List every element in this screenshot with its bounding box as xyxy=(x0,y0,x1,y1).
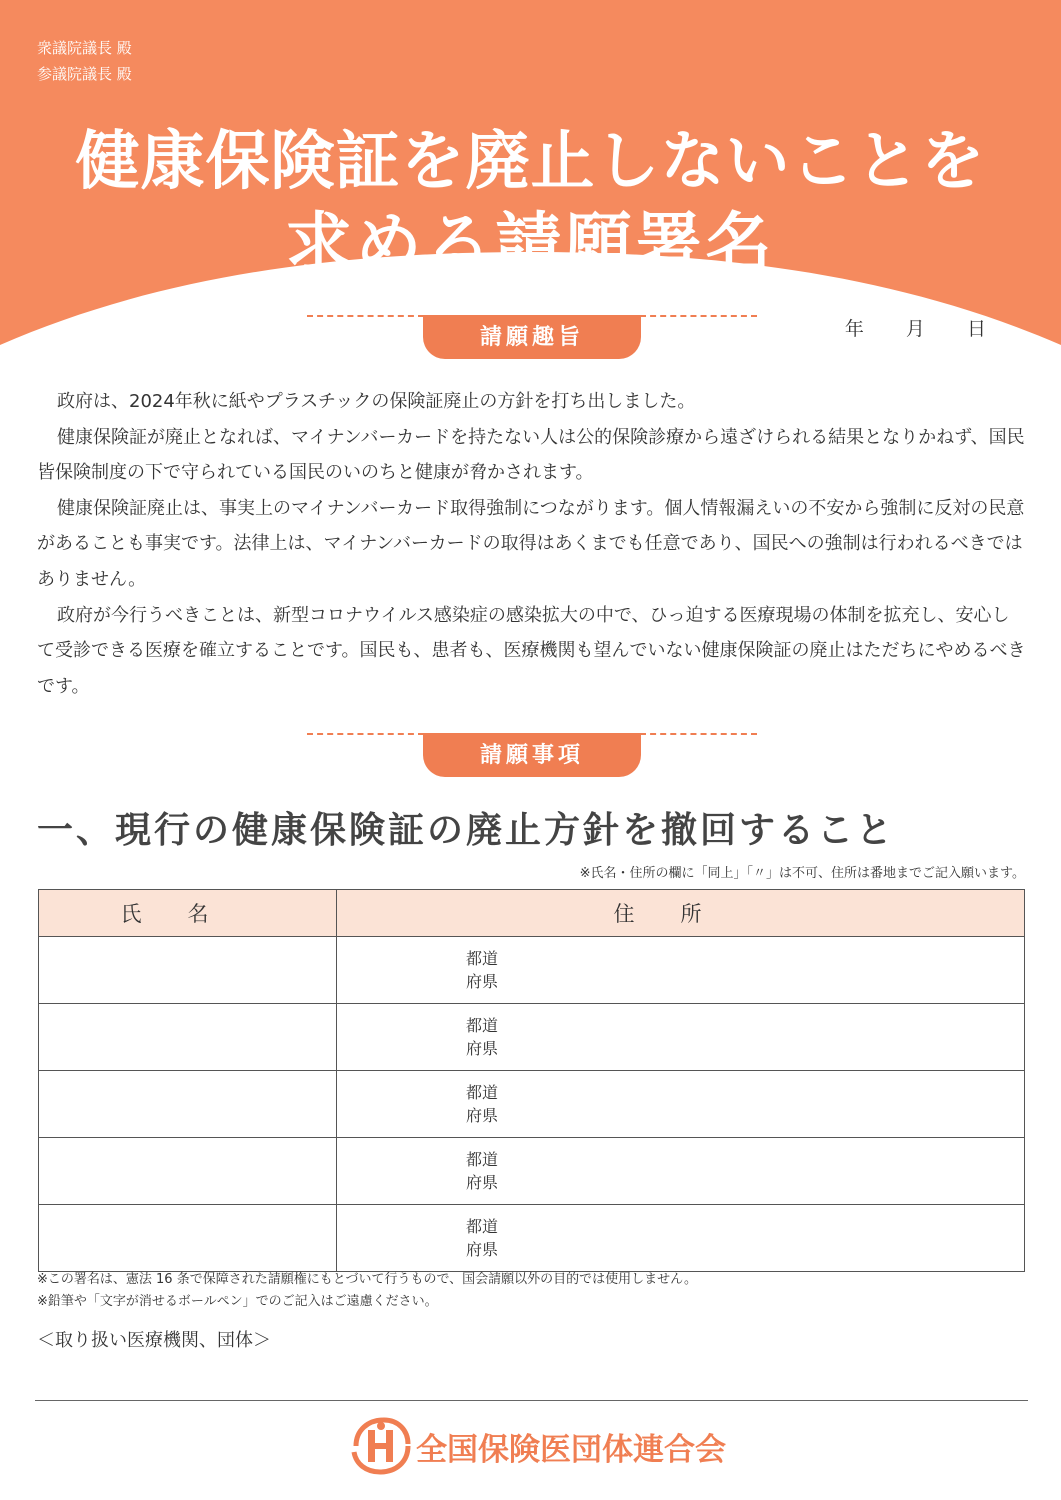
form-instruction-note: ※氏名・住所の欄に「同上」「〃」は不可、住所は番地までご記入願います。 xyxy=(579,866,1025,881)
prefecture-label-line2: 府県 xyxy=(466,972,499,991)
address-field[interactable] xyxy=(337,1205,1025,1272)
addressee-lower-house: 衆議院議長 殿 xyxy=(37,39,132,57)
hoken-i-logo-icon xyxy=(348,1416,414,1476)
privacy-note: ※この署名は、憲法 16 条で保障された請願権にもとづいて行うもので、国会請願以外の目的では使用しません。 xyxy=(37,1272,697,1287)
name-field[interactable] xyxy=(39,1138,337,1205)
prefecture-label-line1: 都道 xyxy=(466,1016,499,1035)
date-field xyxy=(809,314,986,341)
table-row xyxy=(39,1138,1025,1205)
name-field[interactable] xyxy=(39,1004,337,1071)
name-field[interactable] xyxy=(39,937,337,1004)
name-field[interactable] xyxy=(39,1071,337,1138)
prefecture-label-line2: 府県 xyxy=(466,1240,499,1259)
table-row xyxy=(39,1004,1025,1071)
prefecture-label-line1: 都道 xyxy=(466,949,499,968)
address-field[interactable] xyxy=(337,1004,1025,1071)
table-row xyxy=(39,937,1025,1004)
prefecture-label-line2: 府県 xyxy=(466,1173,499,1192)
prefecture-label xyxy=(466,947,506,993)
prefecture-label-line2: 府県 xyxy=(466,1106,499,1125)
table-header-row xyxy=(39,890,1025,937)
addressee-upper-house: 参議院議長 殿 xyxy=(37,65,132,83)
prefecture-label-line2: 府県 xyxy=(466,1039,499,1058)
address-column-header: 住所 xyxy=(337,890,1025,937)
prefecture-label xyxy=(466,1215,506,1261)
name-field[interactable] xyxy=(39,1205,337,1272)
date-month: 月 xyxy=(905,318,925,340)
address-field[interactable] xyxy=(337,1138,1025,1205)
table-row xyxy=(39,1205,1025,1272)
title-line-2: 求める請願署名 xyxy=(285,205,776,282)
prefecture-label xyxy=(466,1148,506,1194)
prefecture-label-line1: 都道 xyxy=(466,1150,499,1169)
date-day: 日 xyxy=(966,318,986,340)
name-column-header: 氏名 xyxy=(39,890,337,937)
date-year: 年 xyxy=(844,318,864,340)
title-line-1: 健康保険証を廃止しないことを xyxy=(75,125,986,199)
prefecture-label xyxy=(466,1014,506,1060)
footer-divider xyxy=(35,1400,1028,1401)
purpose-paragraph: 健康保険証廃止は、事実上のマイナンバーカード取得強制につながります。個人情報漏えいの不安から強制に反対の民意があることも事実です。法律上は、マイナンバーカードの取得はあくまでも任意であり、国民への強制は行われるべきではありません。 xyxy=(37,497,1025,590)
organization-name: 全国保険医団体連合会 xyxy=(416,1431,726,1468)
pen-note: ※鉛筆や「文字が消せるボールペン」でのご記入はご遠慮ください。 xyxy=(37,1294,438,1309)
purpose-paragraph: 政府が今行うべきことは、新型コロナウイルス感染症の感染拡大の中で、ひっ迫する医療現場の体制を拡充し、安心して受診できる医療を確立することです。国民も、患者も、医療機関も望んでいない健康保険証の廃止はただちにやめるべきです。 xyxy=(37,604,1026,697)
purpose-paragraph: 健康保険証が廃止となれば、マイナンバーカードを持たない人は公的保険診療から遠ざけられる結果となりかねず、国民皆保険制度の下で守られている国民のいのちと健康が脅かされます。 xyxy=(37,426,1025,484)
address-field[interactable] xyxy=(337,1071,1025,1138)
table-row xyxy=(39,1071,1025,1138)
prefecture-label-line1: 都道 xyxy=(466,1083,499,1102)
purpose-section-heading xyxy=(307,315,757,359)
items-heading-label: 請願事項 xyxy=(423,733,641,777)
organization-footer xyxy=(348,1416,726,1476)
prefecture-label xyxy=(466,1081,506,1127)
petition-item: 一、現行の健康保険証の廃止方針を撤回すること xyxy=(37,810,896,851)
signature-table xyxy=(38,889,1025,1272)
purpose-body xyxy=(37,384,1027,704)
address-field[interactable] xyxy=(337,937,1025,1004)
prefecture-label-line1: 都道 xyxy=(466,1217,499,1236)
purpose-heading-label: 請願趣旨 xyxy=(423,315,641,359)
items-section-heading xyxy=(307,733,757,777)
purpose-paragraph: 政府は、2024年秋に紙やプラスチックの保険証廃止の方針を打ち出しました。 xyxy=(57,391,696,412)
handler-label: ＜取り扱い医療機関、団体＞ xyxy=(37,1330,271,1351)
